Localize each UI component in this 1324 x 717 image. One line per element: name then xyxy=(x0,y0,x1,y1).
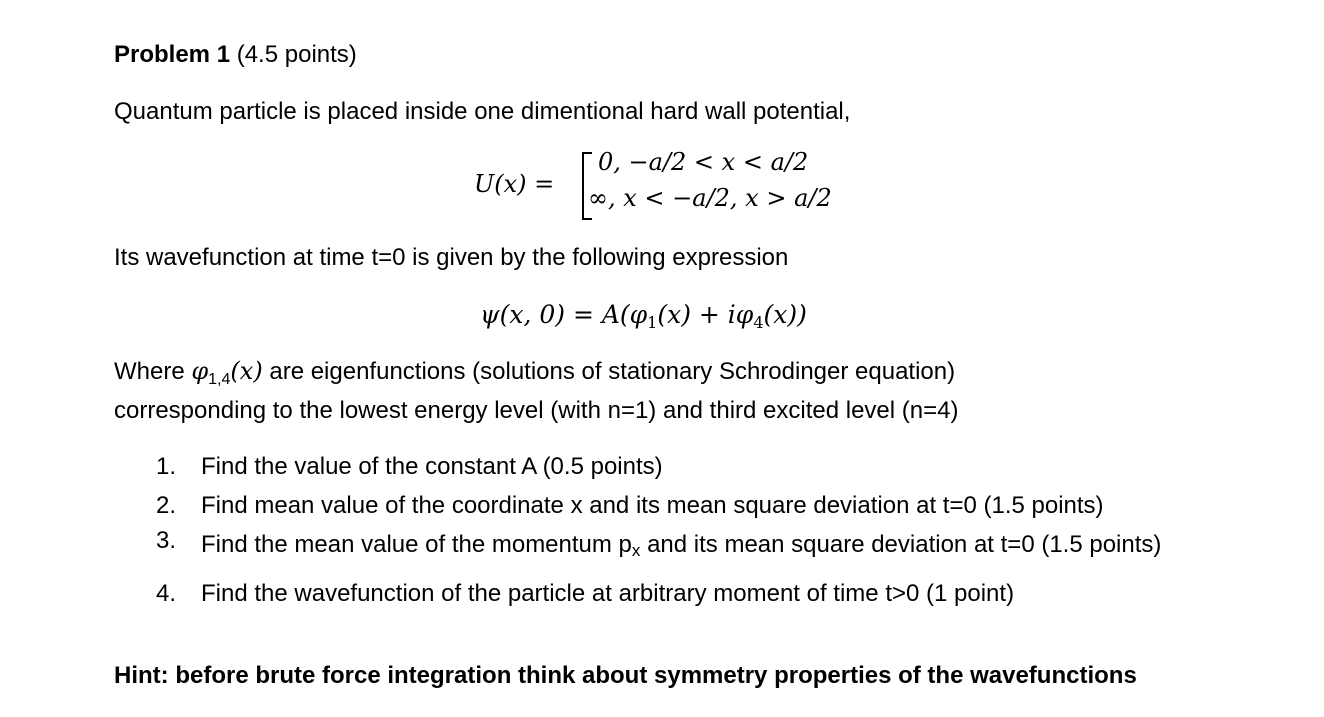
problem-points: (4.5 points) xyxy=(236,41,357,68)
intro-text: Quantum particle is placed inside one dimentional hard wall potential, xyxy=(114,98,851,125)
task-item xyxy=(156,526,1216,570)
problem-heading xyxy=(114,40,357,70)
wavefunction-intro: Its wavefunction at time t=0 is given by the following expression xyxy=(114,244,789,271)
task-number: 3. xyxy=(156,527,177,554)
task-number: 4. xyxy=(156,580,177,607)
task-text: Find mean value of the coordinate x and its mean square deviation at t=0 (1.5 points) xyxy=(201,492,1104,519)
task-number: 1. xyxy=(156,453,177,480)
where-line-2: corresponding to the lowest energy level (with n=1) and third excited level (n=4) xyxy=(114,397,959,424)
task-text-b: and its mean square deviation at t=0 (1.5 points) xyxy=(640,531,1162,558)
where-line xyxy=(114,356,955,395)
task-text: Find the value of the constant A (0.5 points) xyxy=(201,453,663,480)
wavefunction-eq-sub4: 4 xyxy=(753,313,764,332)
task-item xyxy=(156,491,1216,521)
wavefunction-eq-mid: (x) + iφ xyxy=(657,300,754,329)
where-phi: φ xyxy=(191,357,209,385)
task-text-a: Find the mean value of the momentum p xyxy=(201,531,632,558)
task-list xyxy=(156,452,1216,618)
task-number: 2. xyxy=(156,492,177,519)
wavefunction-eq-sub1: 1 xyxy=(647,313,658,332)
wavefunction-equation xyxy=(480,300,807,332)
wavefunction-eq-lhs: ψ(x, 0) = A(φ xyxy=(480,300,648,329)
where-prefix: Where xyxy=(114,358,192,385)
where-phi-sub: 1,4 xyxy=(208,371,231,388)
task-text: Find the wavefunction of the particle at arbitrary moment of time t>0 (1 point) xyxy=(201,580,1015,607)
potential-case-inside: 0, −a/2 < x < a/2 xyxy=(598,148,809,176)
where-phi-arg: (x) xyxy=(230,357,263,385)
task-text-sub: x xyxy=(631,541,641,560)
hint-text: Hint: before brute force integration think about symmetry properties of the wavefunctions xyxy=(114,662,1137,689)
task-item xyxy=(156,579,1216,609)
task-item xyxy=(156,452,1216,482)
problem-title: Problem 1 xyxy=(114,41,231,68)
potential-case-outside: ∞, x < −a/2, x > a/2 xyxy=(588,184,832,212)
potential-lhs: U(x) = xyxy=(474,170,555,198)
where-suffix: are eigenfunctions (solutions of stationary Schrodinger equation) xyxy=(262,358,956,385)
wavefunction-eq-rhs: (x)) xyxy=(763,300,807,329)
